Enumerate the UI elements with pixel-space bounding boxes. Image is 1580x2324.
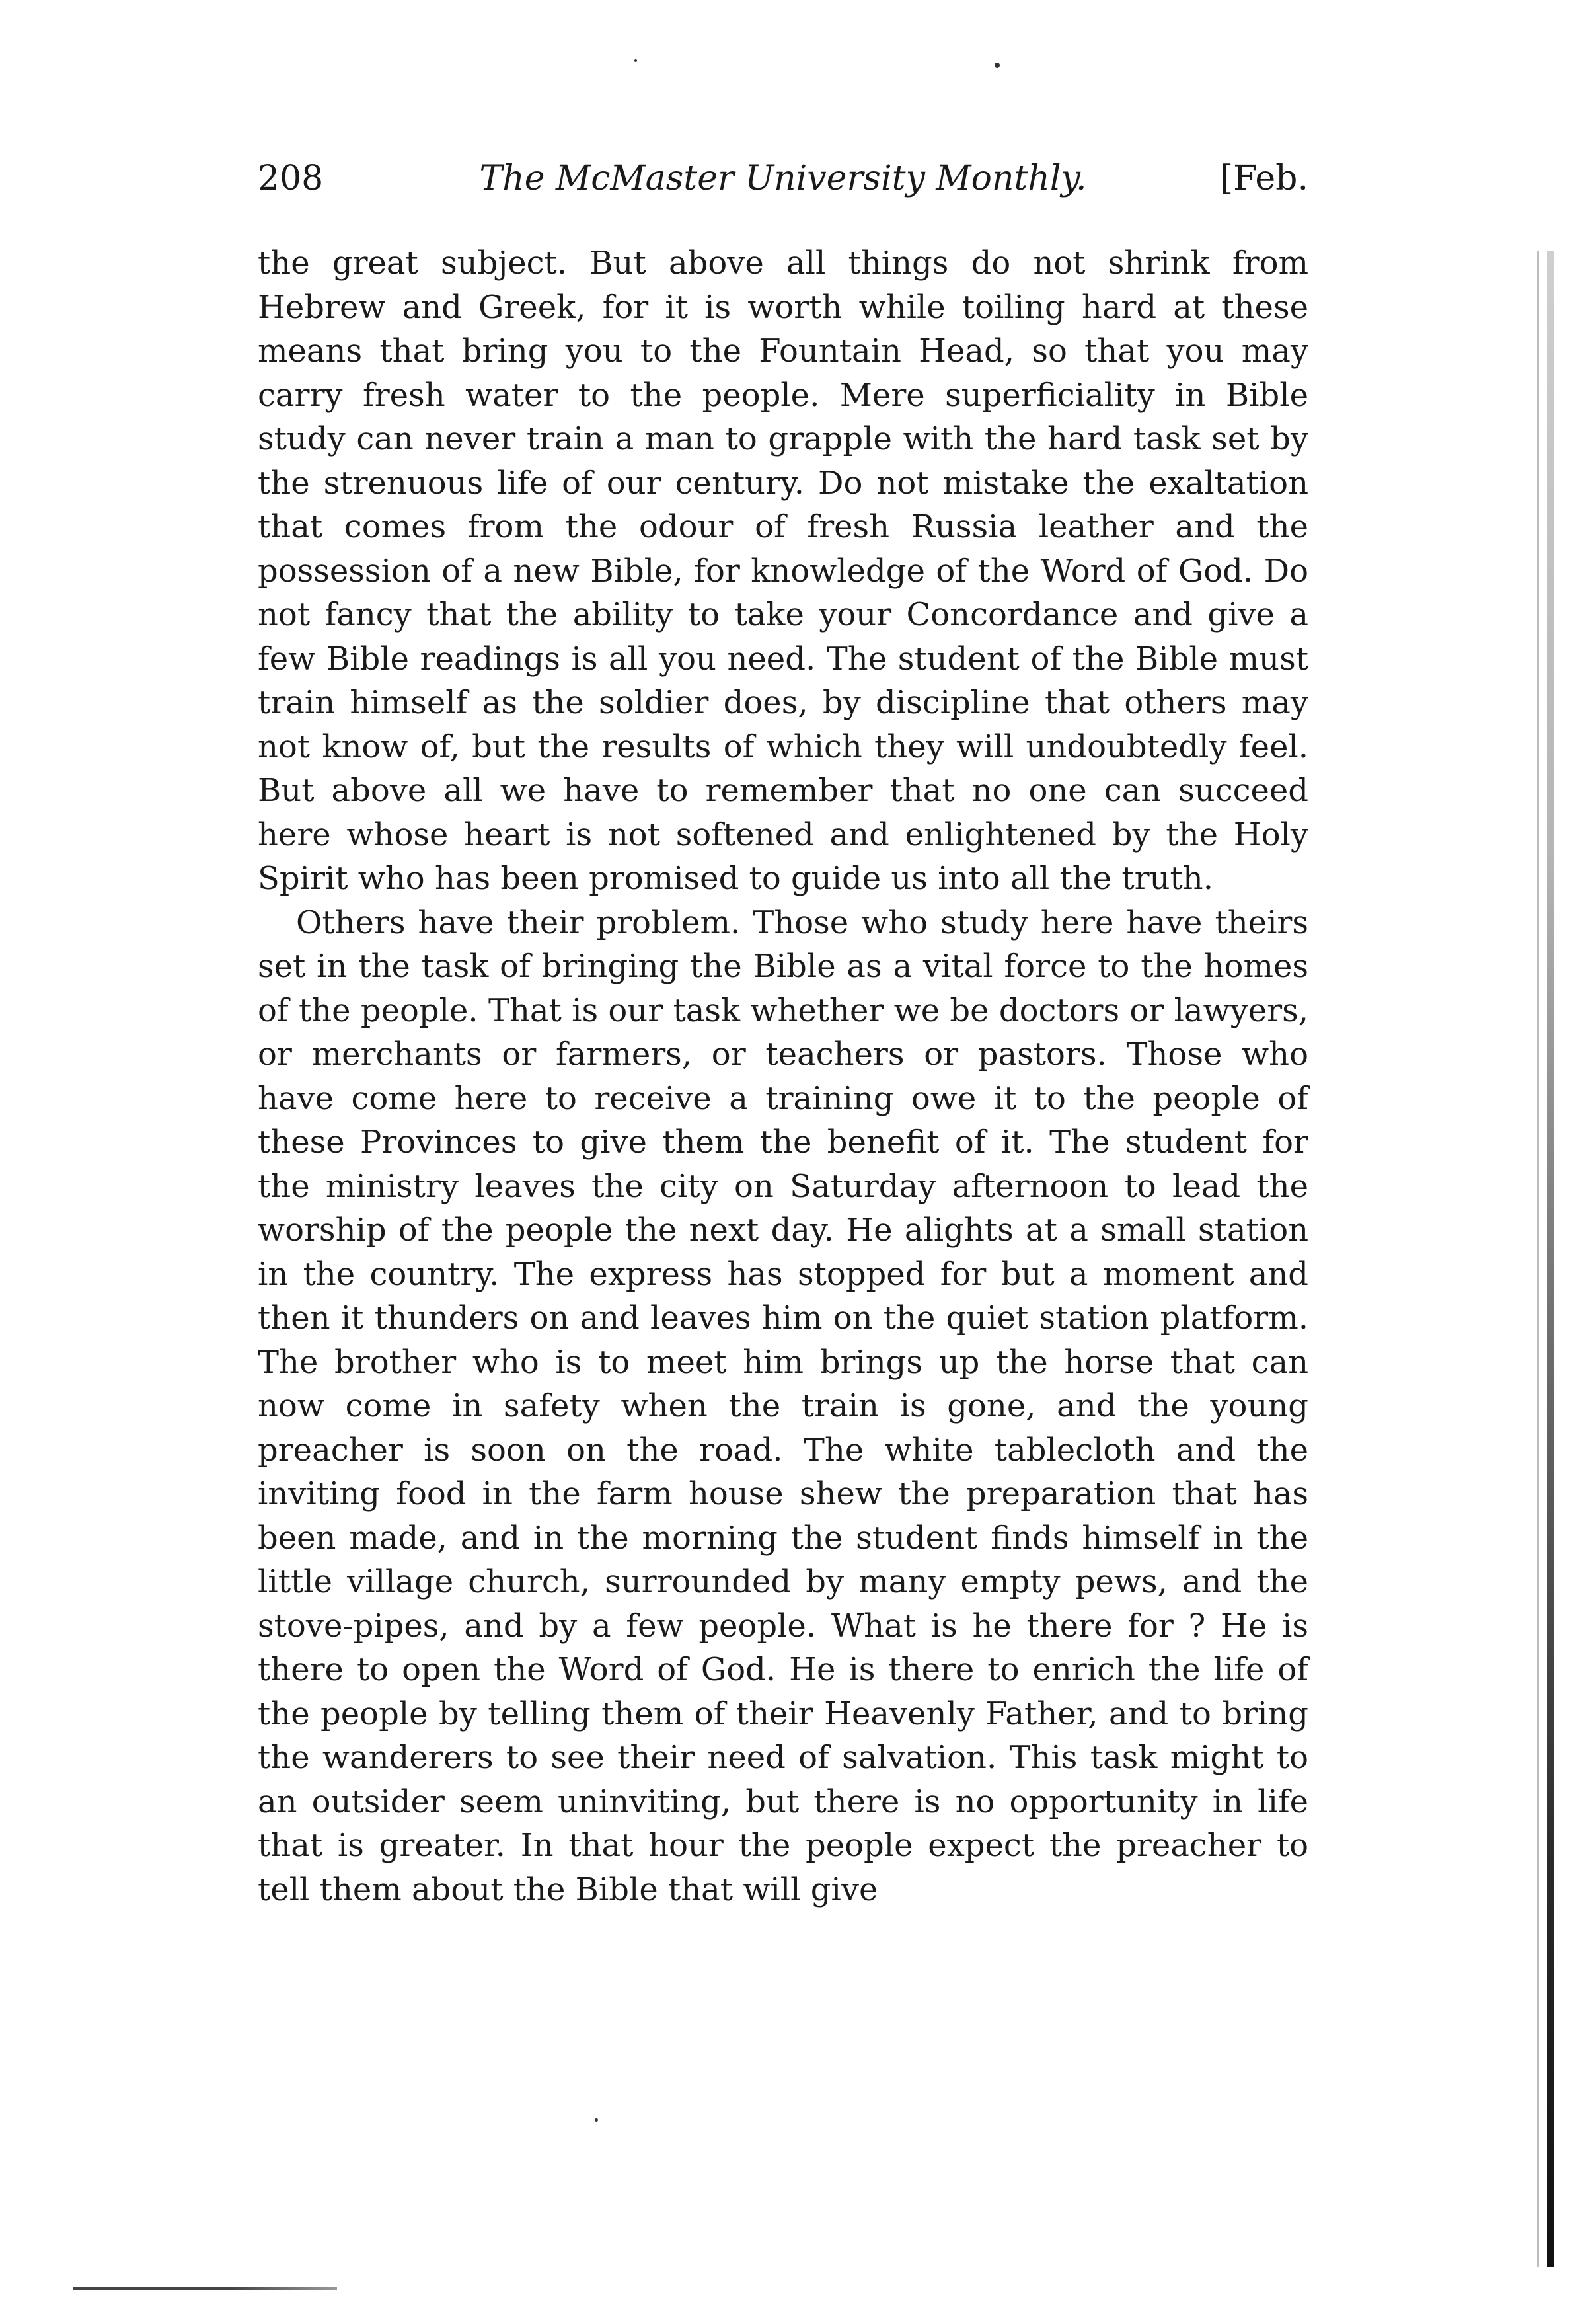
- page-number: 208: [258, 159, 324, 198]
- binding-shadow-line: [1537, 251, 1539, 2267]
- article-body: [258, 241, 1308, 1912]
- running-header: [258, 159, 1308, 218]
- binding-edge-shadow: [1547, 251, 1554, 2267]
- scan-speck: [634, 59, 637, 62]
- paragraph-1: the great subject. But above all things do not shrink from Hebrew and Greek, for it is worth while toiling hard at these means that bring you to the Fountain Head, so that you may carry fresh water to the people. Mere superficiality in Bible study can never train a man to grapple with the hard task set by the strenuous life of our century. Do not mistake the exaltation that comes from the odour of fresh Russia leather and the possession of a new Bible, for knowledge of the Word of God. Do not fancy that the ability to take your Concordance and give a few Bible readings is all you need. The student of the Bible must train himself as the soldier does, by discipline that others may not know of, but the results of which they will undoubtedly feel. But above all we have to remember that no one can succeed here whose heart is not softened and enlightened by the Holy Spirit who has been promised to guide us into all the truth.: [258, 245, 1308, 897]
- journal-title: The McMaster University Monthly.: [479, 159, 1087, 198]
- scan-speck: [995, 63, 1000, 68]
- paragraph-2: Others have their problem. Those who study here have theirs set in the task of bringing the Bible as a vital force to the homes of the people. That is our task whether we be doctors or lawyers, or merchants or farmers, or teachers or pastors. Those who have come here to receive a training owe it to the people of these Provinces to give them the benefit of it. The student for the ministry leaves the city on Saturday afternoon to lead the worship of the people the next day. He alights at a small station in the country. The express has stopped for but a moment and then it thunders on and leaves him on the quiet station platform. The brother who is to meet him brings up the horse that can now come in safety when the train is gone, and the young preacher is soon on the road. The white tablecloth and the inviting food in the farm house shew the preparation that has been made, and in the morning the student finds himself in the little village church, surrounded by many empty pews, and the stove-pipes, and by a few people. What is he there for ? He is there to open the Word of God. He is there to enrich the life of the people by telling them of their Heavenly Father, and to bring the wanderers to see their need of salvation. This task might to an outsider seem uninviting, but there is no opportunity in life that is greater. In that hour the people expect the preacher to tell them about the Bible that will give: [258, 904, 1308, 1908]
- issue-month: [Feb.: [1219, 159, 1308, 198]
- scan-speck: [595, 2118, 598, 2122]
- scan-edge-rule: [73, 2287, 337, 2290]
